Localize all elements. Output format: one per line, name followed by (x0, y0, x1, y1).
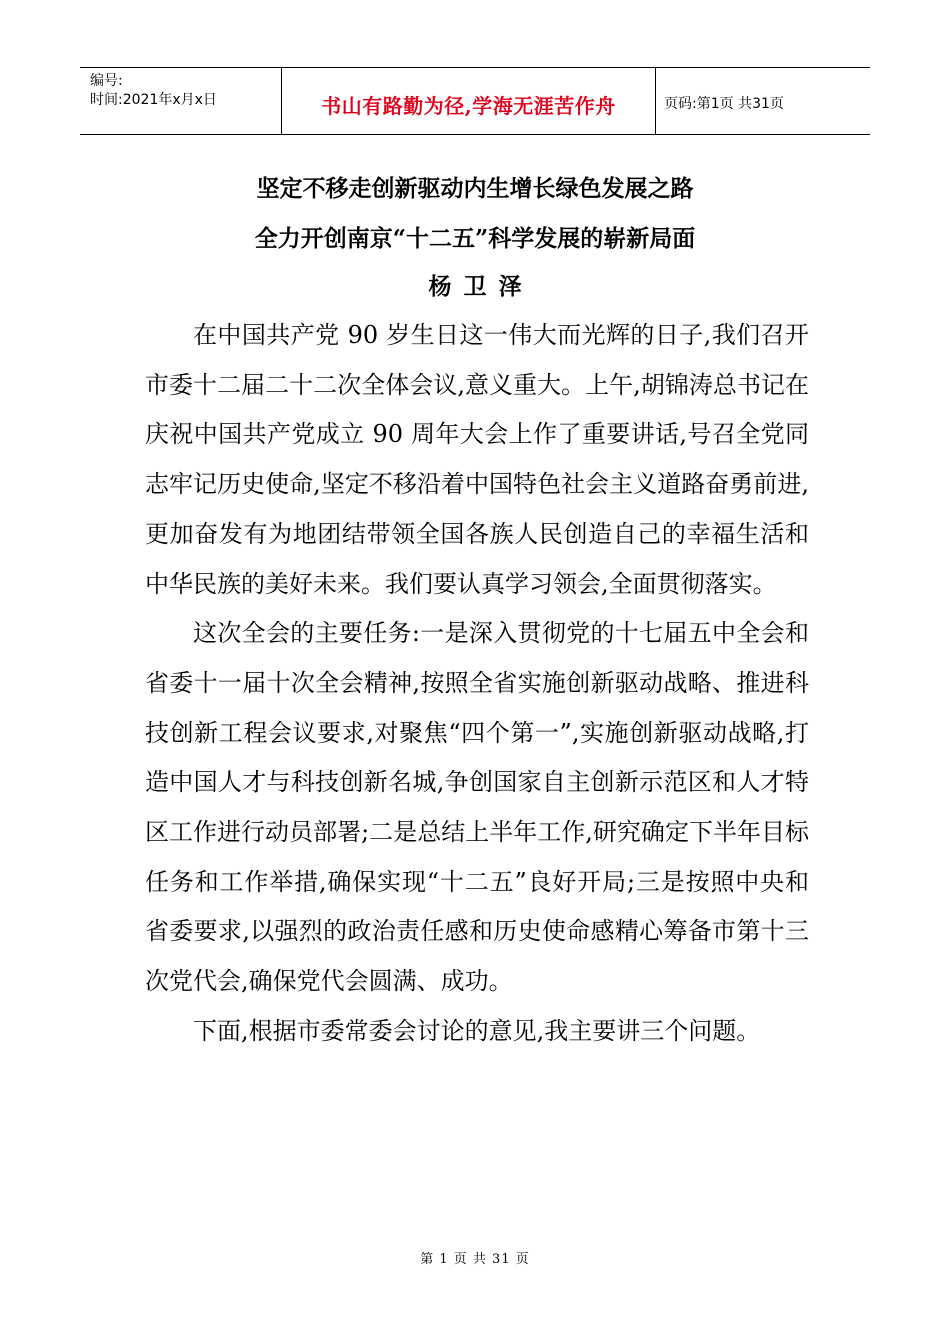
title-line-2: 全力开创南京“十二五”科学发展的崭新局面 (254, 225, 696, 252)
paragraph: 在中国共产党 90 岁生日这一伟大而光辉的日子,我们召开市委十二届二十二次全体会议,意义重大。上午,胡锦涛总书记在庆祝中国共产党成立 90 周年大会上作了重要讲话,号召全党同志牢记历史使命,坚定不移沿着中国特色社会主义道路奋勇前进,更加奋发有为地团结带领全国各族人民创造自己的幸福生活和中华民族的美好未来。我们要认真学习领会,全面贯彻落实。 (145, 321, 809, 598)
paragraph: 这次全会的主要任务:一是深入贯彻党的十七届五中全会和省委十一届十次全会精神,按照全省实施创新驱动战略、推进科技创新工程会议要求,对聚焦“四个第一”,实施创新驱动战略,打造中国人才与科技创新名城,争创国家自主创新示范区和人才特区工作进行动员部署;二是总结上半年工作,研究确定下半年目标任务和工作举措,确保实现“十二五”良好开局;三是按照中央和省委要求,以强烈的政治责任感和历史使命感精心筹备市第十三次党代会,确保党代会圆满、成功。 (145, 619, 809, 996)
header-meta-cell (80, 68, 282, 134)
title-line-1: 坚定不移走创新驱动内生增长绿色发展之路 (256, 175, 694, 202)
page-footer: 第 1 页 共 31 页 (420, 1252, 530, 1267)
paragraph: 下面,根据市委常委会讨论的意见,我主要讲三个问题。 (193, 1016, 761, 1045)
header-motto: 书山有路勤为径,学海无涯苦作舟 (282, 68, 656, 134)
author: 杨卫泽 (428, 273, 534, 300)
time-label: 时间:2021年x月x日 (90, 92, 217, 108)
number-label: 编号: (90, 73, 123, 89)
header-page-code: 页码:第1页 共31页 (664, 96, 784, 112)
header-table (80, 67, 870, 135)
body-text (145, 311, 809, 1057)
